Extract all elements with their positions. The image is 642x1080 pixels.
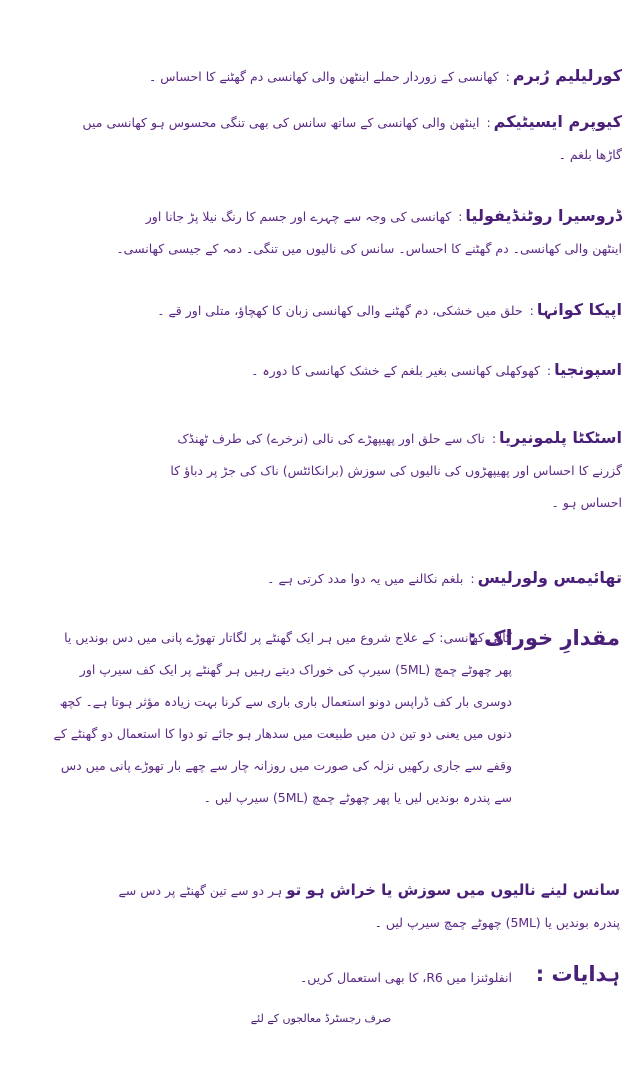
footer-note: صرف رجسٹرڈ معالجوں کے لئے [250,1012,392,1025]
dosage-extra [30,874,620,939]
dosage-line: پھر چھوٹے چمچ (5ML) سیرپ کی خوراک دیتے رہیں ہر گھنٹے پر ایک کف سیرپ اور [79,662,512,677]
dosage-extra-rest: ہر دو سے تین گھنٹے پر دس سے [118,883,283,898]
remedy-name: اسٹکٹا پلمونیریا [499,428,622,447]
remedy-description: کھانسی کی وجہ سے چہرے اور جسم کا رنگ نیلا پڑ جانا اور [145,209,452,224]
remedy-name: کیوپرم ایسیٹیکم [493,112,622,131]
remedy-item: اسٹکٹا پلمونیریا: ناک سے حلق اور پھیپھڑے کی نالی (نرخرے) کی طرف ٹھنڈک گزرنے کا احساس اور پھیپھڑوں کی نالیوں کی سوزش (برانکائٹس) ناک کی جڑ پر دباؤ کا احساس ہو ۔ [62,422,622,519]
remedy-description: اینٹھن والی کھانسی۔ دم گھٹنے کا احساس۔ سانس کی نالیوں میں تنگی۔ دمہ کے جیسی کھانسی۔ [116,241,622,256]
remedy-description: کھوکھلی کھانسی بغیر بلغم کے خشک کھانسی کا دورہ ۔ [251,363,540,378]
remedy-item: اسپونجیا: کھوکھلی کھانسی بغیر بلغم کے خشک کھانسی کا دورہ ۔ [251,360,622,379]
dosage-extra-line: پندرہ بوندیں یا (5ML) چھوٹے چمچ سیرپ لیں ۔ [374,915,620,930]
remedy-description: گاڑھا بلغم ۔ [558,147,622,162]
remedy-item: ڈروسیرا روٹنڈیفولیا: کھانسی کی وجہ سے چہرے اور جسم کا رنگ نیلا پڑ جانا اور اینٹھن والی کھانسی۔ دم گھٹنے کا احساس۔ سانس کی نالیوں میں تنگی۔ دمہ کے جیسی کھانسی۔ [62,200,622,265]
dosage-extra-lead: سانس لینے نالیوں میں سوزش یا خراش ہو تو [286,881,620,899]
dosage-label: مقدارِ خوراک : [468,626,620,650]
dosage-line: کالی کھانسی: کے علاج شروع میں ہر ایک گھنٹے پر لگاتار تھوڑے پانی میں دس بوندیں یا [64,630,512,645]
remedy-description: کھانسی کے زوردار حملے اینٹھن والی کھانسی دم گھٹنے کا احساس ۔ [149,69,499,84]
remedy-name: اپیکا کوانہا [536,300,622,319]
instructions-line: انفلوئنزا میں R6، کا بھی استعمال کریں۔ [299,970,512,985]
remedy-description: احساس ہو ۔ [551,495,622,510]
remedy-item: تھائیمس ولورلیس: بلغم نکالنے میں یہ دوا مدد کرتی ہے ۔ [267,568,622,587]
instructions-text [32,962,512,994]
remedy-name: تھائیمس ولورلیس [477,568,622,587]
remedy-item: کیوپرم ایسیٹیکم: اینٹھن والی کھانسی کے ساتھ سانس کی بھی تنگی محسوس ہو کھانسی میں گاڑھا بلغم ۔ [62,106,622,171]
remedy-item: کورلیلیم رُبرم: کھانسی کے زوردار حملے اینٹھن والی کھانسی دم گھٹنے کا احساس ۔ [149,66,622,85]
dosage-line: دوسری بار کف ڈراپس دونو استعمال باری باری سے کرنا بہت زیادہ مؤثر ہوتا ہے۔ کچھ [59,694,512,709]
remedy-item: اپیکا کوانہا: حلق میں خشکی، دم گھٹنے والی کھانسی زبان کا کھچاؤ، متلی اور قے ۔ [157,300,622,319]
instructions-label: ہدایات : [535,962,620,986]
dosage-line: سے پندرہ بوندیں لیں یا پھر چھوٹے چمچ (5ML) سیرپ لیں ۔ [203,790,512,805]
remedy-name: ڈروسیرا روٹنڈیفولیا [465,206,622,225]
remedy-description: ناک سے حلق اور پھیپھڑے کی نالی (نرخرے) کی طرف ٹھنڈک [177,431,485,446]
dosage-line: دنوں میں یعنی دو تین دن میں طبیعت میں سدھار ہو جائے تو دوا کا استعمال دو گھنٹے کے [53,726,512,741]
remedy-description: بلغم نکالنے میں یہ دوا مدد کرتی ہے ۔ [267,571,464,586]
remedy-name: اسپونجیا [554,360,622,379]
remedy-description: اینٹھن والی کھانسی کے ساتھ سانس کی بھی تنگی محسوس ہو کھانسی میں [82,115,480,130]
remedy-description: حلق میں خشکی، دم گھٹنے والی کھانسی زبان کا کھچاؤ، متلی اور قے ۔ [157,303,523,318]
remedy-description: گزرنے کا احساس اور پھیپھڑوں کی نالیوں کی سوزش (برانکائٹس) ناک کی جڑ پر دباؤ کا [170,463,622,478]
dosage-line: وقفے سے جاری رکھیں نزلہ کی صورت میں روزانہ چار سے چھے بار تھوڑے پانی میں دس [60,758,512,773]
remedy-name: کورلیلیم رُبرم [512,66,622,85]
dosage-text [32,622,512,814]
